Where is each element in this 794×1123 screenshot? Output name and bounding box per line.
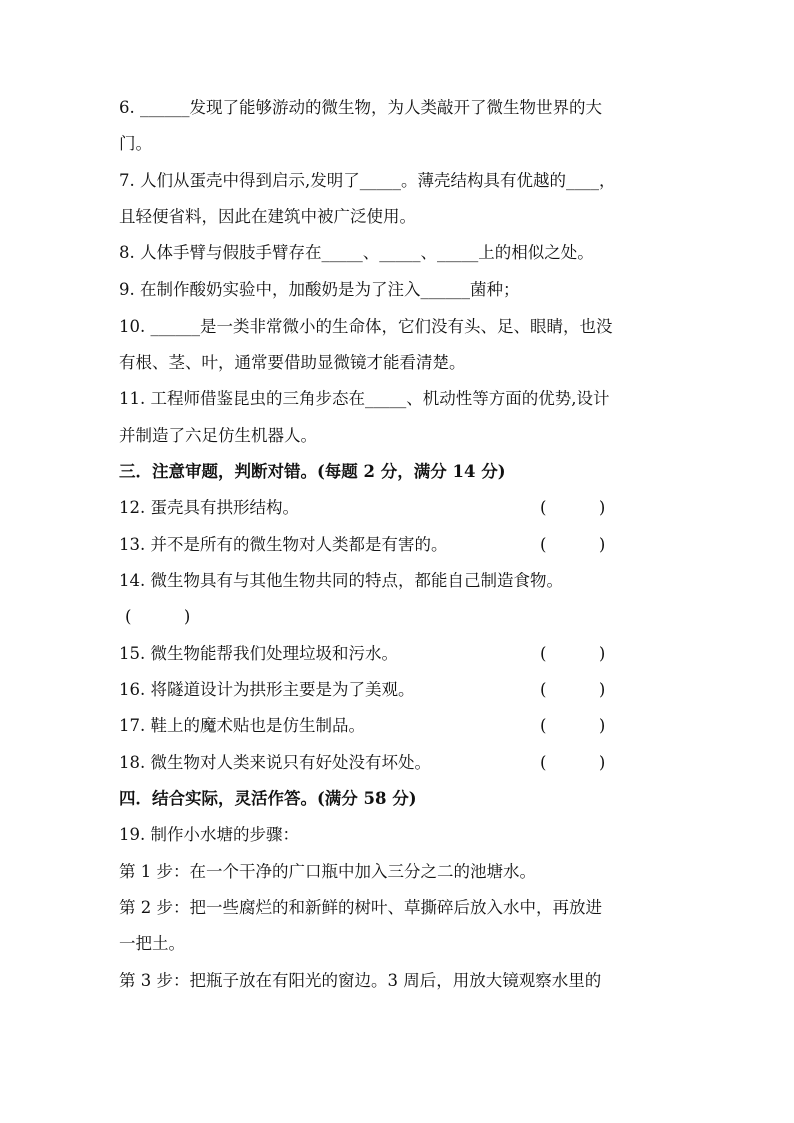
answer-parens-16: ( ): [540, 680, 606, 699]
question-17: 17. 鞋上的魔术贴也是仿生制品。: [119, 716, 365, 735]
question-7-line-2: 且轻便省料，因此在建筑中被广泛使用。: [119, 207, 416, 226]
question-7-line-1: 7. 人们从蛋壳中得到启示,发明了_____。薄壳结构具有优越的____，: [119, 171, 616, 190]
question-12: 12. 蛋壳具有拱形结构。: [119, 498, 299, 517]
answer-parens-18: ( ): [540, 753, 606, 772]
question-10-line-2: 有根、茎、叶，通常要借助显微镜才能看清楚。: [119, 353, 466, 372]
step-1: 第 1 步：在一个干净的广口瓶中加入三分之二的池塘水。: [119, 862, 536, 881]
question-18: 18. 微生物对人类来说只有好处没有坏处。: [119, 753, 431, 772]
question-13: 13. 并不是所有的微生物对人类都是有害的。: [119, 535, 448, 554]
question-8: 8. 人体手臂与假肢手臂存在_____、_____、_____上的相似之处。: [119, 243, 594, 262]
question-11-line-2: 并制造了六足仿生机器人。: [119, 426, 317, 445]
question-6-line-2: 门。: [119, 134, 152, 153]
answer-parens-14: ( ): [125, 607, 191, 626]
section-4-heading: 四．结合实际，灵活作答。(满分 58 分): [119, 789, 417, 808]
step-3-line-1: 第 3 步：把瓶子放在有阳光的窗边。3 周后，用放大镜观察水里的: [119, 971, 602, 990]
question-19: 19. 制作小水塘的步骤：: [119, 825, 299, 844]
answer-parens-13: ( ): [540, 535, 606, 554]
question-11-line-1: 11. 工程师借鉴昆虫的三角步态在_____、机动性等方面的优势,设计: [119, 389, 610, 408]
question-6-line-1: 6. ______发现了能够游动的微生物，为人类敲开了微生物世界的大: [119, 98, 602, 117]
question-15: 15. 微生物能帮我们处理垃圾和污水。: [119, 644, 398, 663]
question-9: 9. 在制作酸奶实验中，加酸奶是为了注入______菌种；: [119, 280, 520, 299]
answer-parens-17: ( ): [540, 716, 606, 735]
step-2-line-2: 一把土。: [119, 934, 185, 953]
step-2-line-1: 第 2 步：把一些腐烂的和新鲜的树叶、草撕碎后放入水中，再放进: [119, 898, 602, 917]
answer-parens-12: ( ): [540, 498, 606, 517]
answer-parens-15: ( ): [540, 644, 606, 663]
question-10-line-1: 10. ______是一类非常微小的生命体，它们没有头、足、眼睛，也没: [119, 317, 613, 336]
question-16: 16. 将隧道设计为拱形主要是为了美观。: [119, 680, 415, 699]
question-14: 14. 微生物具有与其他生物共同的特点，都能自己制造食物。: [119, 571, 563, 590]
section-3-heading: 三．注意审题，判断对错。(每题 2 分，满分 14 分): [119, 462, 506, 481]
